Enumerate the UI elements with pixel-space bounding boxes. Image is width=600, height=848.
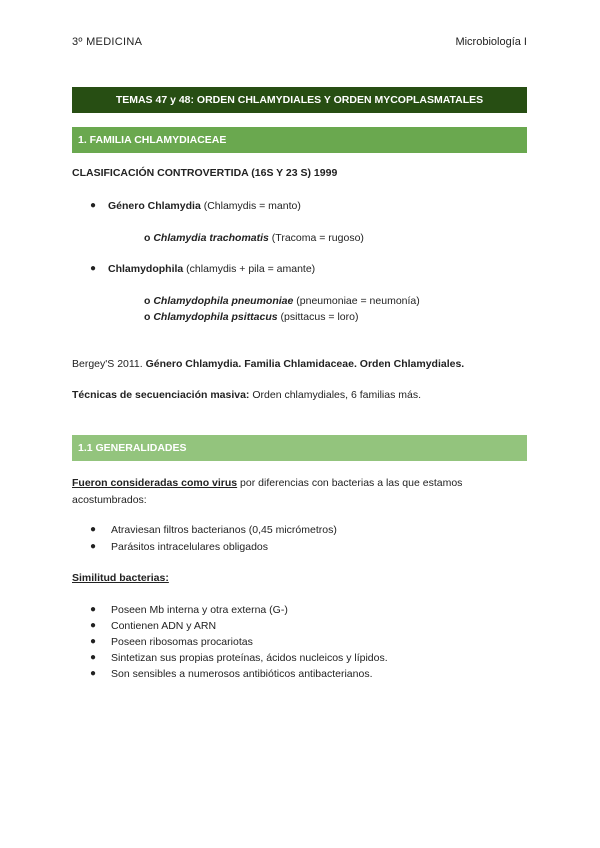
bergey-line — [72, 358, 464, 370]
list-item: Parásitos intracelulares obligados — [111, 541, 269, 553]
bullet-icon: ● — [90, 652, 97, 663]
genus-name: Chlamydophila — [108, 263, 184, 275]
bullet-icon: ● — [90, 524, 97, 535]
species-marker: o — [144, 232, 154, 244]
genus-note: (chlamydis + pila = amante) — [183, 263, 316, 275]
section-heading-familia: 1. FAMILIA CHLAMYDIACEAE — [72, 127, 527, 153]
species-note: (Tracoma = rugoso) — [268, 232, 364, 244]
species-trachomatis — [144, 232, 364, 244]
genus-name: Género Chlamydia — [108, 200, 201, 212]
species-marker: o — [144, 295, 154, 307]
bullet-icon: ● — [90, 620, 97, 631]
list-item: Atraviesan filtros bacterianos (0,45 micrómetros) — [111, 524, 337, 536]
species-name: Chlamydophila pneumoniae — [153, 295, 294, 307]
intro-text: por diferencias con bacterias a las que estamos acostumbrados: — [72, 477, 463, 506]
species-note: (pneumoniae = neumonía) — [293, 295, 420, 307]
species-note: (psittacus = loro) — [277, 311, 359, 323]
classification-heading: CLASIFICACIÓN CONTROVERTIDA (16S Y 23 S) 1999 — [72, 167, 338, 179]
bullet-icon: ● — [90, 541, 97, 552]
intro-emphasis: Fueron consideradas como virus — [72, 477, 238, 489]
section-heading-generalidades: 1.1 GENERALIDADES — [72, 435, 527, 461]
genus-note: (Chlamydis = manto) — [200, 200, 301, 212]
species-name: Chlamydophila psittacus — [153, 311, 278, 323]
similarity-heading: Similitud bacterias: — [72, 572, 169, 584]
genus-chlamydia — [108, 200, 301, 212]
bergey-prefix: Bergey'S 2011. — [72, 358, 146, 370]
bullet-icon: ● — [90, 636, 97, 647]
species-marker: o — [144, 311, 154, 323]
list-item: Sintetizan sus propias proteínas, ácidos nucleicos y lípidos. — [111, 652, 388, 664]
species-name: Chlamydia trachomatis — [153, 232, 269, 244]
techniques-label: Técnicas de secuenciación masiva: — [72, 389, 250, 401]
list-item: Poseen Mb interna y otra externa (G-) — [111, 604, 288, 616]
list-item: Poseen ribosomas procariotas — [111, 636, 253, 648]
subject-label: Microbiología I — [455, 36, 527, 48]
species-psittacus — [144, 311, 358, 323]
species-pneumoniae — [144, 295, 420, 307]
intro-paragraph — [72, 475, 492, 509]
techniques-line — [72, 389, 421, 401]
document-title: TEMAS 47 y 48: ORDEN CHLAMYDIALES Y ORDEN MYCOPLASMATALES — [72, 87, 527, 113]
list-item: Son sensibles a numerosos antibióticos antibacterianos. — [111, 668, 373, 680]
course-label: 3º MEDICINA — [72, 36, 143, 48]
bergey-classification: Género Chlamydia. Familia Chlamidaceae. Orden Chlamydiales. — [145, 358, 465, 370]
genus-chlamydophila — [108, 263, 315, 275]
bullet-icon: ● — [90, 668, 97, 679]
bullet-icon: ● — [90, 263, 97, 274]
bullet-icon: ● — [90, 200, 97, 211]
bullet-icon: ● — [90, 604, 97, 615]
list-item: Contienen ADN y ARN — [111, 620, 217, 632]
techniques-text: Orden chlamydiales, 6 familias más. — [249, 389, 422, 401]
